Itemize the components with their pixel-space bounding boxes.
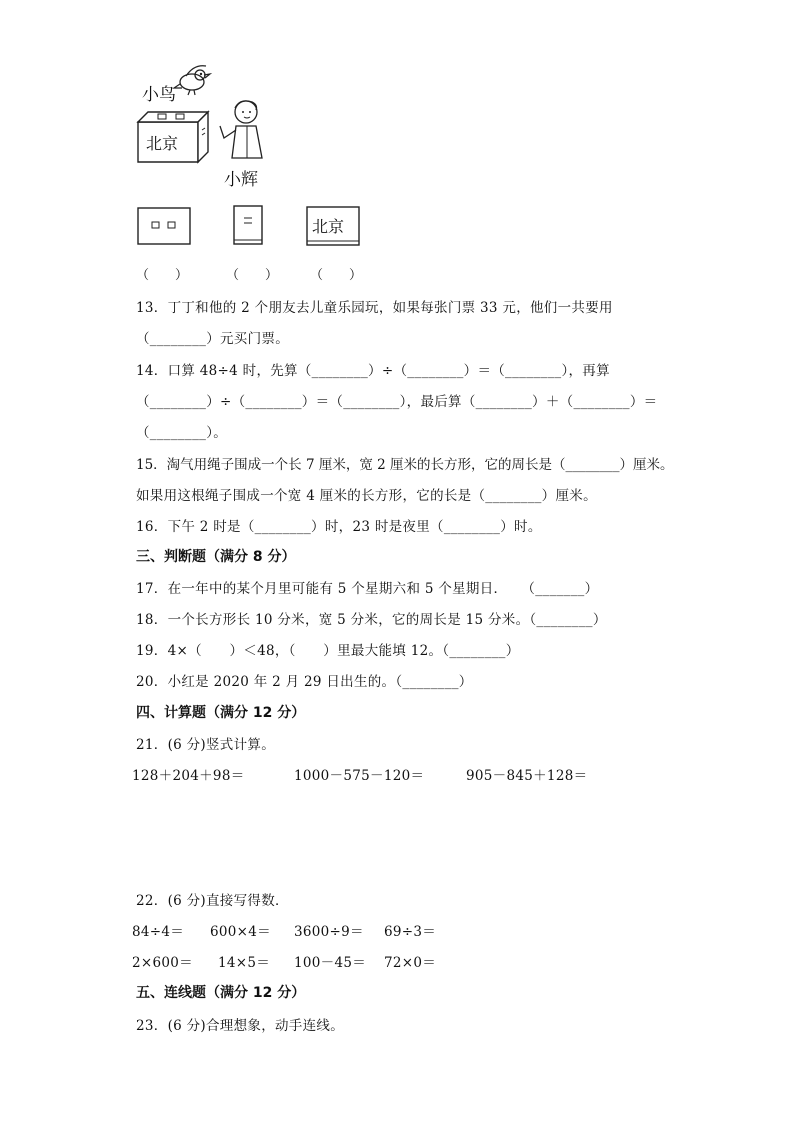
q22-r1-c2: 600×4＝ (210, 924, 271, 940)
q21-item-1: 128＋204＋98＝ (132, 768, 245, 784)
q13-line1: 13．丁丁和他的 2 个朋友去儿童乐园玩，如果每张门票 33 元，他们一共要用 (136, 300, 613, 316)
q21-item-3: 905－845＋128＝ (466, 768, 588, 784)
box-front-label: 北京 (146, 134, 179, 153)
q22-r1-c4: 69÷3＝ (384, 924, 437, 940)
side-view-icon (233, 205, 263, 247)
q22-r2-c1: 2×600＝ (132, 955, 193, 971)
answer-blank-2[interactable]: （ ） (226, 268, 279, 283)
bird-label: 小鸟 (142, 85, 176, 105)
answer-blank-3[interactable]: （ ） (310, 268, 363, 283)
q20[interactable]: 20．小红是 2020 年 2 月 29 日出生的。（________） (136, 674, 473, 690)
q15-line2[interactable]: 如果用这根绳子围成一个宽 4 厘米的长方形，它的长是（________）厘米。 (136, 488, 597, 504)
q21-item-2: 1000－575－120＝ (294, 768, 425, 784)
q22-r2-c4: 72×0＝ (384, 955, 437, 971)
q15-line1[interactable]: 15．淘气用绳子围成一个长 7 厘米，宽 2 厘米的长方形，它的周长是（________）厘米。 (136, 457, 674, 473)
q21-title: 21．(6 分)竖式计算。 (136, 737, 275, 753)
front-view-label: 北京 (312, 217, 345, 236)
bird-icon (170, 62, 218, 98)
top-view-icon (137, 207, 191, 245)
q23: 23．(6 分)合理想象，动手连线。 (136, 1018, 344, 1034)
boy-label: 小辉 (224, 170, 258, 190)
q16-line1[interactable]: 16．下午 2 时是（________）时，23 时是夜里（________）时。 (136, 519, 542, 535)
boy-icon (214, 96, 270, 164)
q14-line2[interactable]: （________）÷（________）＝（________），最后算（________）＋（________）＝ (136, 394, 658, 410)
q18[interactable]: 18．一个长方形长 10 分米，宽 5 分米，它的周长是 15 分米。（________） (136, 612, 607, 628)
q22-r1-c3: 3600÷9＝ (294, 924, 364, 940)
q22-r1-c1: 84÷4＝ (132, 924, 185, 940)
section4-heading: 四、计算题（满分 12 分） (136, 705, 306, 721)
q22-r2-c3: 100－45＝ (294, 955, 367, 971)
q14-line3[interactable]: （________）。 (136, 425, 228, 441)
q19[interactable]: 19．4×（ ）＜48，（ ）里最大能填 12。（________） (136, 643, 520, 659)
q17[interactable]: 17．在一年中的某个月里可能有 5 个星期六和 5 个星期日． （_______） (136, 581, 599, 597)
q22-r2-c2: 14×5＝ (218, 955, 271, 971)
section3-heading: 三、判断题（满分 8 分） (136, 549, 296, 565)
q22-title: 22．(6 分)直接写得数． (136, 893, 289, 909)
answer-blank-1[interactable]: （ ） (136, 268, 189, 283)
section5-heading: 五、连线题（满分 12 分） (136, 985, 306, 1001)
q14-line1[interactable]: 14．口算 48÷4 时，先算（________）÷（________）＝（________），再算 (136, 363, 610, 379)
q13-line2[interactable]: （________）元买门票。 (136, 331, 289, 347)
